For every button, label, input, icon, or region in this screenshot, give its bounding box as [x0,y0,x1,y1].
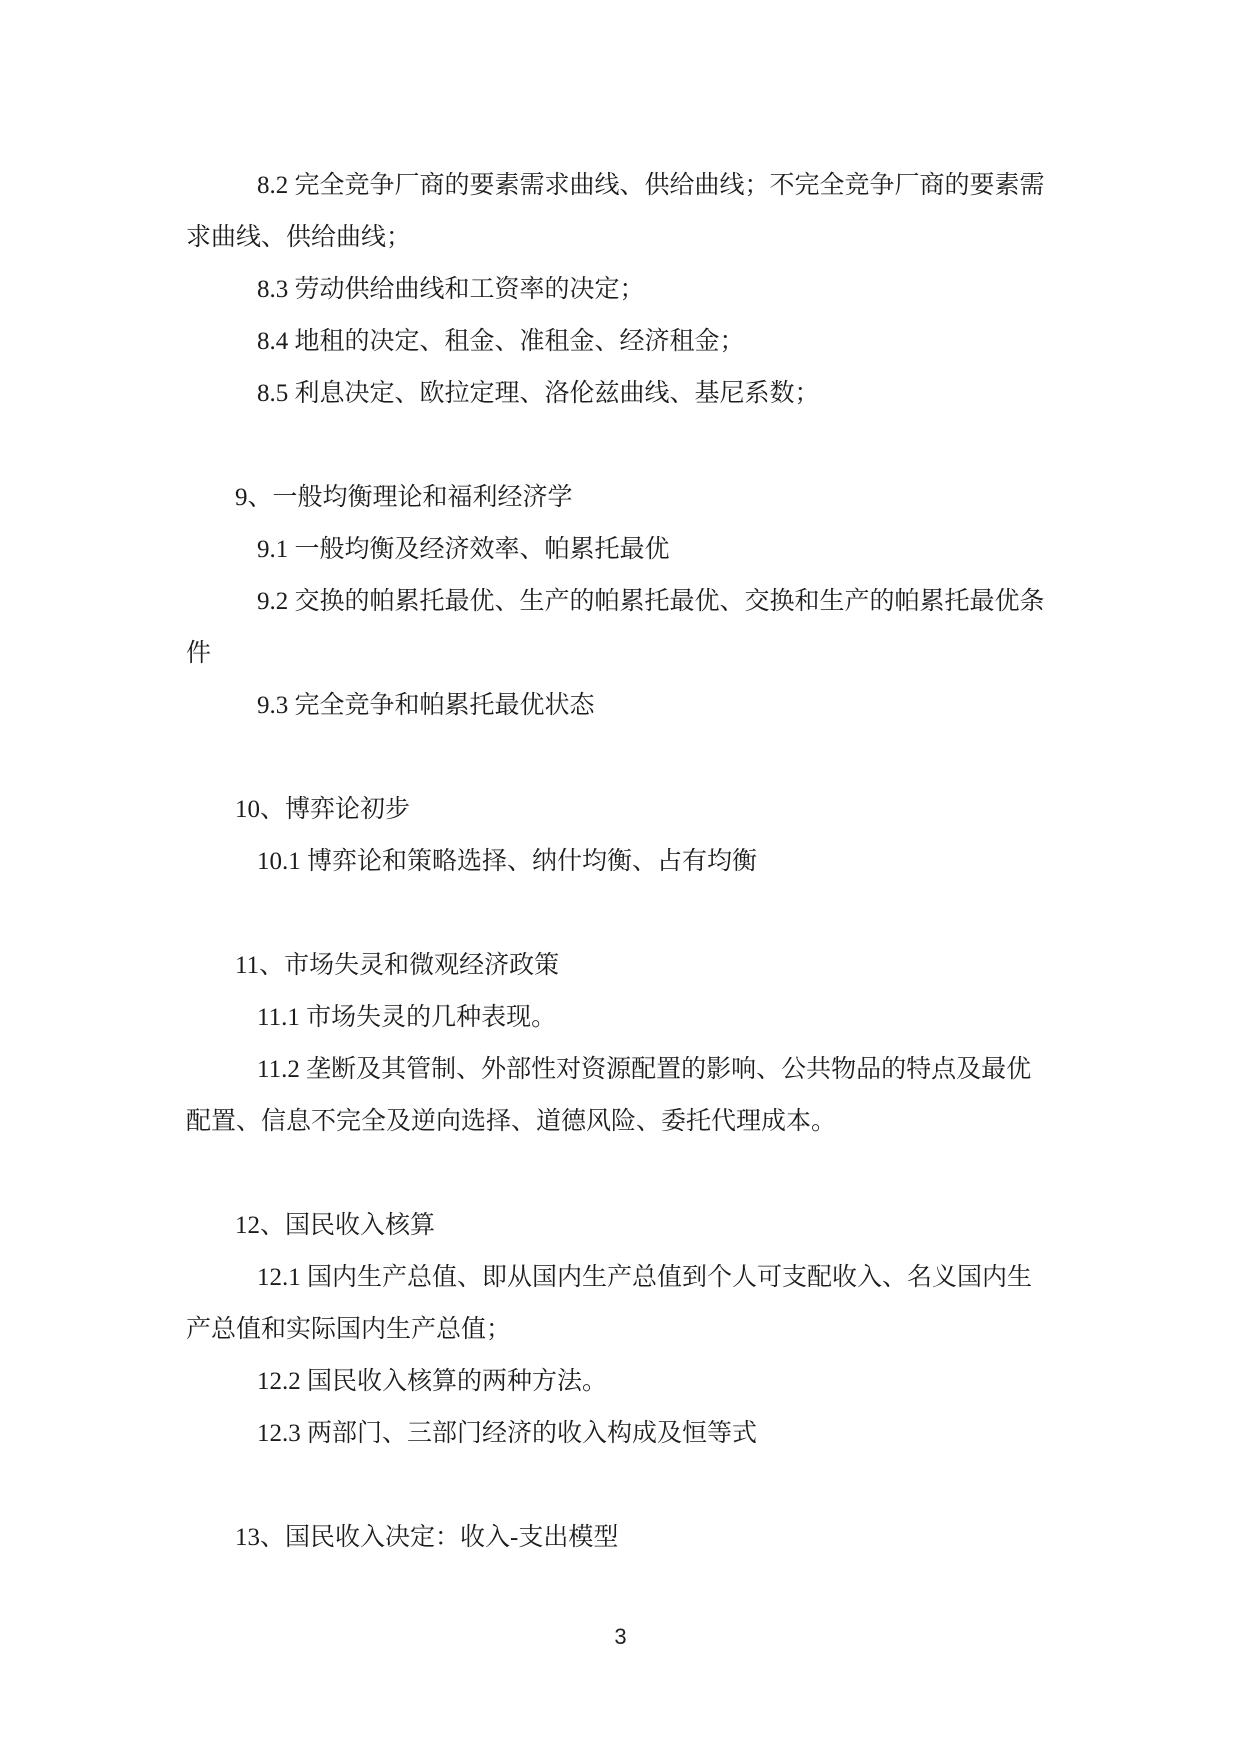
text-line: 11.2 垄断及其管制、外部性对资源配置的影响、公共物品的特点及最优 [257,1056,1032,1083]
blank-line [186,420,1061,472]
page-footer [0,1624,1241,1650]
text-line: 件 [186,640,212,667]
text-line: 求曲线、供给曲线； [186,224,412,251]
text-line: 9.2 交换的帕累托最优、生产的帕累托最优、交换和生产的帕累托最优条 [257,588,1045,615]
text-line: 10.1 博弈论和策略选择、纳什均衡、占有均衡 [257,848,758,875]
text-line: 12、国民收入核算 [235,1212,436,1239]
blank-line [186,732,1061,784]
text-line: 产总值和实际国内生产总值； [186,1316,512,1343]
blank-line [186,1148,1061,1200]
text-line: 12.3 两部门、三部门经济的收入构成及恒等式 [257,1420,758,1447]
text-line: 9.1 一般均衡及经济效率、帕累托最优 [257,536,670,563]
text-line: 10、博弈论初步 [235,796,411,823]
text-line: 配置、信息不完全及逆向选择、道德风险、委托代理成本。 [186,1108,837,1135]
blank-line [186,1460,1061,1512]
text-line: 8.4 地租的决定、租金、准租金、经济租金； [257,328,745,355]
blank-line [186,888,1061,940]
text-line: 12.1 国内生产总值、即从国内生产总值到个人可支配收入、名义国内生 [257,1264,1033,1291]
text-line: 12.2 国民收入核算的两种方法。 [257,1368,608,1395]
text-line: 9、一般均衡理论和福利经济学 [235,484,573,511]
text-line: 8.5 利息决定、欧拉定理、洛伦兹曲线、基尼系数； [257,380,820,407]
text-line: 11.1 市场失灵的几种表现。 [257,1004,557,1031]
text-line: 8.3 劳动供给曲线和工资率的决定； [257,276,645,303]
text-line: 11、市场失灵和微观经济政策 [235,952,560,979]
page-number: 3 [614,1624,627,1649]
text-line: 8.2 完全竞争厂商的要素需求曲线、供给曲线；不完全竞争厂商的要素需 [257,172,1045,199]
text-line: 13、国民收入决定：收入-支出模型 [235,1524,619,1551]
document-body [186,160,1061,1564]
text-line: 9.3 完全竞争和帕累托最优状态 [257,692,595,719]
